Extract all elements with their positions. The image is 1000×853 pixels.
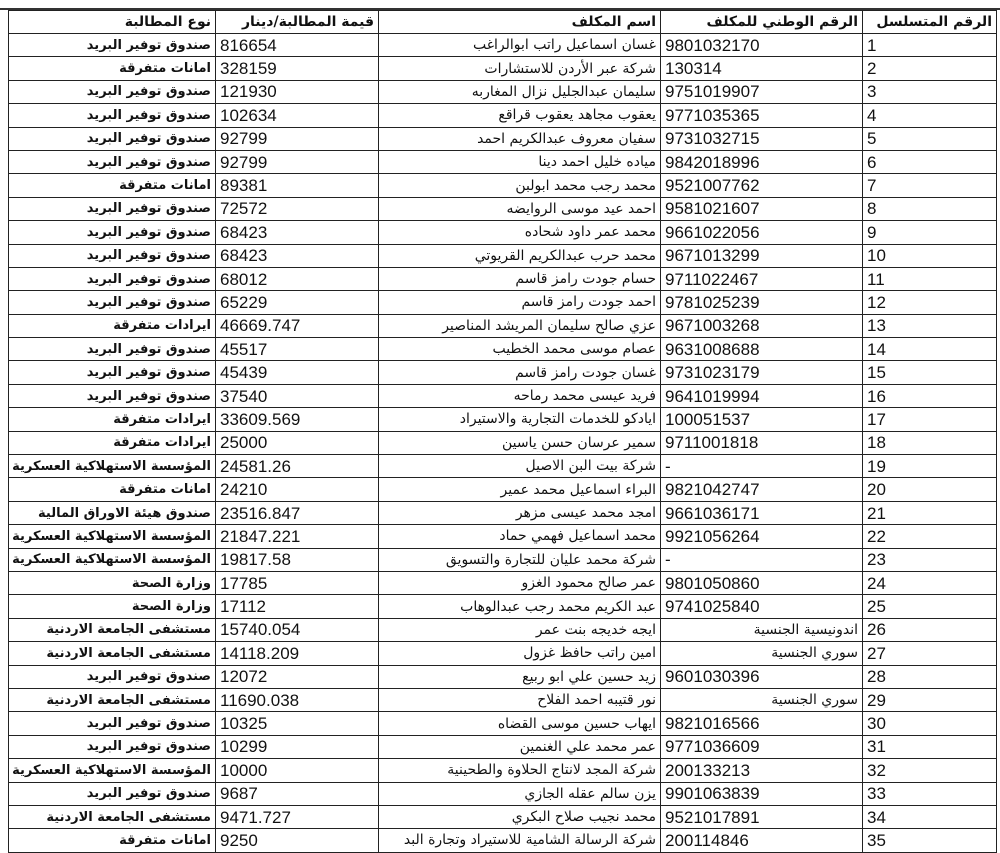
- row-serial: 28: [863, 665, 997, 688]
- row-national-id: -: [661, 548, 863, 571]
- row-type: صندوق توفير البريد: [9, 665, 216, 688]
- row-serial: 10: [863, 244, 997, 267]
- table-row: [9, 712, 997, 735]
- row-type: صندوق توفير البريد: [9, 384, 216, 407]
- row-type: صندوق توفير البريد: [9, 244, 216, 267]
- table-row: [9, 150, 997, 173]
- row-national-id: 9741025840: [661, 595, 863, 618]
- table-row: [9, 291, 997, 314]
- row-name: غسان اسماعيل راتب ابوالراغب: [379, 34, 661, 57]
- table-row: [9, 244, 997, 267]
- row-serial: 17: [863, 408, 997, 431]
- row-type: صندوق توفير البريد: [9, 267, 216, 290]
- row-amount: 65229: [216, 291, 379, 314]
- row-amount: 92799: [216, 150, 379, 173]
- row-national-id: 9601030396: [661, 665, 863, 688]
- row-national-id: 9671003268: [661, 314, 863, 337]
- row-national-id: 9801050860: [661, 571, 863, 594]
- row-name: ايادكو للخدمات التجارية والاستيراد: [379, 408, 661, 431]
- row-type: امانات متفرقة: [9, 829, 216, 852]
- row-type: مستشفى الجامعة الاردنية: [9, 642, 216, 665]
- table-row: [9, 571, 997, 594]
- row-name: عمر صالح محمود الغزو: [379, 571, 661, 594]
- row-national-id: 9842018996: [661, 150, 863, 173]
- row-amount: 46669.747: [216, 314, 379, 337]
- row-serial: 1: [863, 34, 997, 57]
- table-row: [9, 267, 997, 290]
- row-name: شركة محمد عليان للتجارة والتسويق: [379, 548, 661, 571]
- row-amount: 19817.58: [216, 548, 379, 571]
- row-name: عمر محمد علي الغنمين: [379, 735, 661, 758]
- row-serial: 20: [863, 478, 997, 501]
- row-serial: 33: [863, 782, 997, 805]
- row-serial: 24: [863, 571, 997, 594]
- row-name: امجد محمد عيسى مزهر: [379, 501, 661, 524]
- row-amount: 68012: [216, 267, 379, 290]
- row-name: يعقوب مجاهد يعقوب قراقع: [379, 104, 661, 127]
- row-name: عزي صالح سليمان المريشد المناصير: [379, 314, 661, 337]
- row-serial: 15: [863, 361, 997, 384]
- row-national-id: 9521007762: [661, 174, 863, 197]
- row-name: ايهاب حسين موسى القضاه: [379, 712, 661, 735]
- row-serial: 6: [863, 150, 997, 173]
- row-type: صندوق توفير البريد: [9, 712, 216, 735]
- row-national-id: 9631008688: [661, 338, 863, 361]
- row-type: صندوق توفير البريد: [9, 291, 216, 314]
- row-type: امانات متفرقة: [9, 174, 216, 197]
- row-amount: 328159: [216, 57, 379, 80]
- table-row: [9, 431, 997, 454]
- row-national-id: 9521017891: [661, 805, 863, 828]
- table-row: [9, 408, 997, 431]
- row-amount: 92799: [216, 127, 379, 150]
- table-row: [9, 759, 997, 782]
- row-amount: 17785: [216, 571, 379, 594]
- row-name: محمد عمر داود شحاده: [379, 221, 661, 244]
- table-row: [9, 735, 997, 758]
- row-name: حسام جودت رامز قاسم: [379, 267, 661, 290]
- row-national-id: 9711022467: [661, 267, 863, 290]
- header-serial: الرقم المتسلسل: [863, 11, 997, 34]
- table-row: [9, 478, 997, 501]
- row-type: ايرادات متفرقة: [9, 431, 216, 454]
- row-serial: 30: [863, 712, 997, 735]
- row-type: صندوق توفير البريد: [9, 197, 216, 220]
- row-type: امانات متفرقة: [9, 478, 216, 501]
- row-amount: 14118.209: [216, 642, 379, 665]
- table-row: [9, 525, 997, 548]
- row-amount: 10325: [216, 712, 379, 735]
- table-row: [9, 57, 997, 80]
- table-row: [9, 665, 997, 688]
- row-type: مستشفى الجامعة الاردنية: [9, 805, 216, 828]
- row-national-id: 9901063839: [661, 782, 863, 805]
- row-name: محمد رجب محمد ابولبن: [379, 174, 661, 197]
- row-name: محمد اسماعيل فهمي حماد: [379, 525, 661, 548]
- table-row: [9, 455, 997, 478]
- row-national-id: 9801032170: [661, 34, 863, 57]
- row-national-id: 9731023179: [661, 361, 863, 384]
- row-name: غسان جودت رامز قاسم: [379, 361, 661, 384]
- table-row: [9, 104, 997, 127]
- row-serial: 2: [863, 57, 997, 80]
- row-name: امين راتب حافظ غزول: [379, 642, 661, 665]
- row-amount: 21847.221: [216, 525, 379, 548]
- row-amount: 9471.727: [216, 805, 379, 828]
- row-amount: 68423: [216, 244, 379, 267]
- row-amount: 121930: [216, 80, 379, 103]
- row-name: شركة بيت البن الاصيل: [379, 455, 661, 478]
- row-type: صندوق توفير البريد: [9, 150, 216, 173]
- row-type: ايرادات متفرقة: [9, 408, 216, 431]
- row-amount: 45439: [216, 361, 379, 384]
- row-national-id: 200114846: [661, 829, 863, 852]
- table-row: [9, 595, 997, 618]
- row-name: زيد حسين علي ابو ربيع: [379, 665, 661, 688]
- row-amount: 23516.847: [216, 501, 379, 524]
- row-national-id: 9581021607: [661, 197, 863, 220]
- row-serial: 25: [863, 595, 997, 618]
- table-header-row: [9, 11, 997, 34]
- row-serial: 7: [863, 174, 997, 197]
- row-amount: 25000: [216, 431, 379, 454]
- row-name: احمد عيد موسى الروايضه: [379, 197, 661, 220]
- table-row: [9, 197, 997, 220]
- row-type: صندوق توفير البريد: [9, 338, 216, 361]
- row-national-id: سوري الجنسية: [661, 642, 863, 665]
- row-name: شركة عبر الأردن للاستشارات: [379, 57, 661, 80]
- row-serial: 21: [863, 501, 997, 524]
- row-national-id: 200133213: [661, 759, 863, 782]
- header-name: اسم المكلف: [379, 11, 661, 34]
- row-amount: 10299: [216, 735, 379, 758]
- row-type: المؤسسة الاستهلاكية العسكرية: [9, 455, 216, 478]
- row-national-id: 9731032715: [661, 127, 863, 150]
- row-type: المؤسسة الاستهلاكية العسكرية: [9, 525, 216, 548]
- row-type: صندوق توفير البريد: [9, 221, 216, 244]
- row-type: المؤسسة الاستهلاكية العسكرية: [9, 759, 216, 782]
- page-top-edge: [0, 0, 1000, 10]
- row-name: مياده خليل احمد دينا: [379, 150, 661, 173]
- row-serial: 23: [863, 548, 997, 571]
- row-serial: 32: [863, 759, 997, 782]
- row-type: صندوق توفير البريد: [9, 735, 216, 758]
- row-serial: 9: [863, 221, 997, 244]
- table-row: [9, 361, 997, 384]
- row-name: شركة المجد لانتاج الحلاوة والطحينية: [379, 759, 661, 782]
- row-national-id: 9751019907: [661, 80, 863, 103]
- row-national-id: 9821016566: [661, 712, 863, 735]
- row-type: وزارة الصحة: [9, 571, 216, 594]
- table-row: [9, 127, 997, 150]
- table-row: [9, 384, 997, 407]
- row-amount: 9687: [216, 782, 379, 805]
- row-name: نور قتيبه احمد الفلاح: [379, 688, 661, 711]
- row-name: محمد حرب عبدالكريم القريوتي: [379, 244, 661, 267]
- table-row: [9, 174, 997, 197]
- row-type: صندوق هيئة الاوراق المالية: [9, 501, 216, 524]
- row-national-id: اندونيسية الجنسية: [661, 618, 863, 641]
- row-serial: 16: [863, 384, 997, 407]
- row-type: صندوق توفير البريد: [9, 80, 216, 103]
- row-serial: 35: [863, 829, 997, 852]
- table-row: [9, 548, 997, 571]
- row-name: شركة الرسالة الشامية للاستيراد وتجارة البد: [379, 829, 661, 852]
- row-amount: 15740.054: [216, 618, 379, 641]
- row-amount: 10000: [216, 759, 379, 782]
- row-name: احمد جودت رامز قاسم: [379, 291, 661, 314]
- row-type: صندوق توفير البريد: [9, 104, 216, 127]
- table-row: [9, 80, 997, 103]
- row-type: امانات متفرقة: [9, 57, 216, 80]
- row-amount: 816654: [216, 34, 379, 57]
- claims-table: [8, 10, 997, 853]
- row-name: سفيان معروف عبدالكريم احمد: [379, 127, 661, 150]
- row-type: صندوق توفير البريد: [9, 782, 216, 805]
- row-national-id: 100051537: [661, 408, 863, 431]
- row-serial: 22: [863, 525, 997, 548]
- row-type: صندوق توفير البريد: [9, 127, 216, 150]
- row-serial: 14: [863, 338, 997, 361]
- row-serial: 5: [863, 127, 997, 150]
- row-national-id: 9661036171: [661, 501, 863, 524]
- row-national-id: سوري الجنسية: [661, 688, 863, 711]
- table-row: [9, 34, 997, 57]
- table-row: [9, 314, 997, 337]
- table-row: [9, 829, 997, 852]
- header-national-id: الرقم الوطني للمكلف: [661, 11, 863, 34]
- row-amount: 72572: [216, 197, 379, 220]
- row-serial: 26: [863, 618, 997, 641]
- row-amount: 37540: [216, 384, 379, 407]
- row-type: ايرادات متفرقة: [9, 314, 216, 337]
- row-type: صندوق توفير البريد: [9, 361, 216, 384]
- row-serial: 13: [863, 314, 997, 337]
- row-amount: 24581.26: [216, 455, 379, 478]
- row-name: عصام موسى محمد الخطيب: [379, 338, 661, 361]
- row-amount: 17112: [216, 595, 379, 618]
- row-national-id: -: [661, 455, 863, 478]
- table-row: [9, 618, 997, 641]
- row-type: صندوق توفير البريد: [9, 34, 216, 57]
- row-serial: 19: [863, 455, 997, 478]
- row-amount: 12072: [216, 665, 379, 688]
- row-name: محمد نجيب صلاح البكري: [379, 805, 661, 828]
- header-type: نوع المطالبة: [9, 11, 216, 34]
- table-row: [9, 642, 997, 665]
- row-serial: 8: [863, 197, 997, 220]
- table-row: [9, 782, 997, 805]
- row-serial: 27: [863, 642, 997, 665]
- header-amount: قيمة المطالبة/دينار: [216, 11, 379, 34]
- row-serial: 31: [863, 735, 997, 758]
- row-name: عبد الكريم محمد رجب عبدالوهاب: [379, 595, 661, 618]
- row-serial: 3: [863, 80, 997, 103]
- row-serial: 11: [863, 267, 997, 290]
- row-national-id: 130314: [661, 57, 863, 80]
- row-type: مستشفى الجامعة الاردنية: [9, 618, 216, 641]
- row-name: يزن سالم عقله الجازي: [379, 782, 661, 805]
- row-amount: 24210: [216, 478, 379, 501]
- row-amount: 9250: [216, 829, 379, 852]
- row-serial: 12: [863, 291, 997, 314]
- row-national-id: 9641019994: [661, 384, 863, 407]
- row-type: وزارة الصحة: [9, 595, 216, 618]
- row-national-id: 9661022056: [661, 221, 863, 244]
- row-serial: 4: [863, 104, 997, 127]
- table-row: [9, 221, 997, 244]
- row-name: سليمان عبدالجليل نزال المغاربه: [379, 80, 661, 103]
- table-row: [9, 501, 997, 524]
- row-national-id: 9771036609: [661, 735, 863, 758]
- row-type: المؤسسة الاستهلاكية العسكرية: [9, 548, 216, 571]
- table-row: [9, 805, 997, 828]
- row-amount: 102634: [216, 104, 379, 127]
- row-amount: 11690.038: [216, 688, 379, 711]
- row-amount: 89381: [216, 174, 379, 197]
- row-amount: 45517: [216, 338, 379, 361]
- row-name: سمير عرسان حسن ياسين: [379, 431, 661, 454]
- row-amount: 33609.569: [216, 408, 379, 431]
- row-serial: 18: [863, 431, 997, 454]
- row-amount: 68423: [216, 221, 379, 244]
- row-serial: 29: [863, 688, 997, 711]
- row-national-id: 9781025239: [661, 291, 863, 314]
- row-name: البراء اسماعيل محمد عمير: [379, 478, 661, 501]
- row-national-id: 9921056264: [661, 525, 863, 548]
- row-name: فريد عيسى محمد رماحه: [379, 384, 661, 407]
- row-type: مستشفى الجامعة الاردنية: [9, 688, 216, 711]
- table-row: [9, 338, 997, 361]
- row-national-id: 9671013299: [661, 244, 863, 267]
- row-national-id: 9821042747: [661, 478, 863, 501]
- row-national-id: 9771035365: [661, 104, 863, 127]
- row-national-id: 9711001818: [661, 431, 863, 454]
- table-row: [9, 688, 997, 711]
- row-name: ايجه خديجه بنت عمر: [379, 618, 661, 641]
- row-serial: 34: [863, 805, 997, 828]
